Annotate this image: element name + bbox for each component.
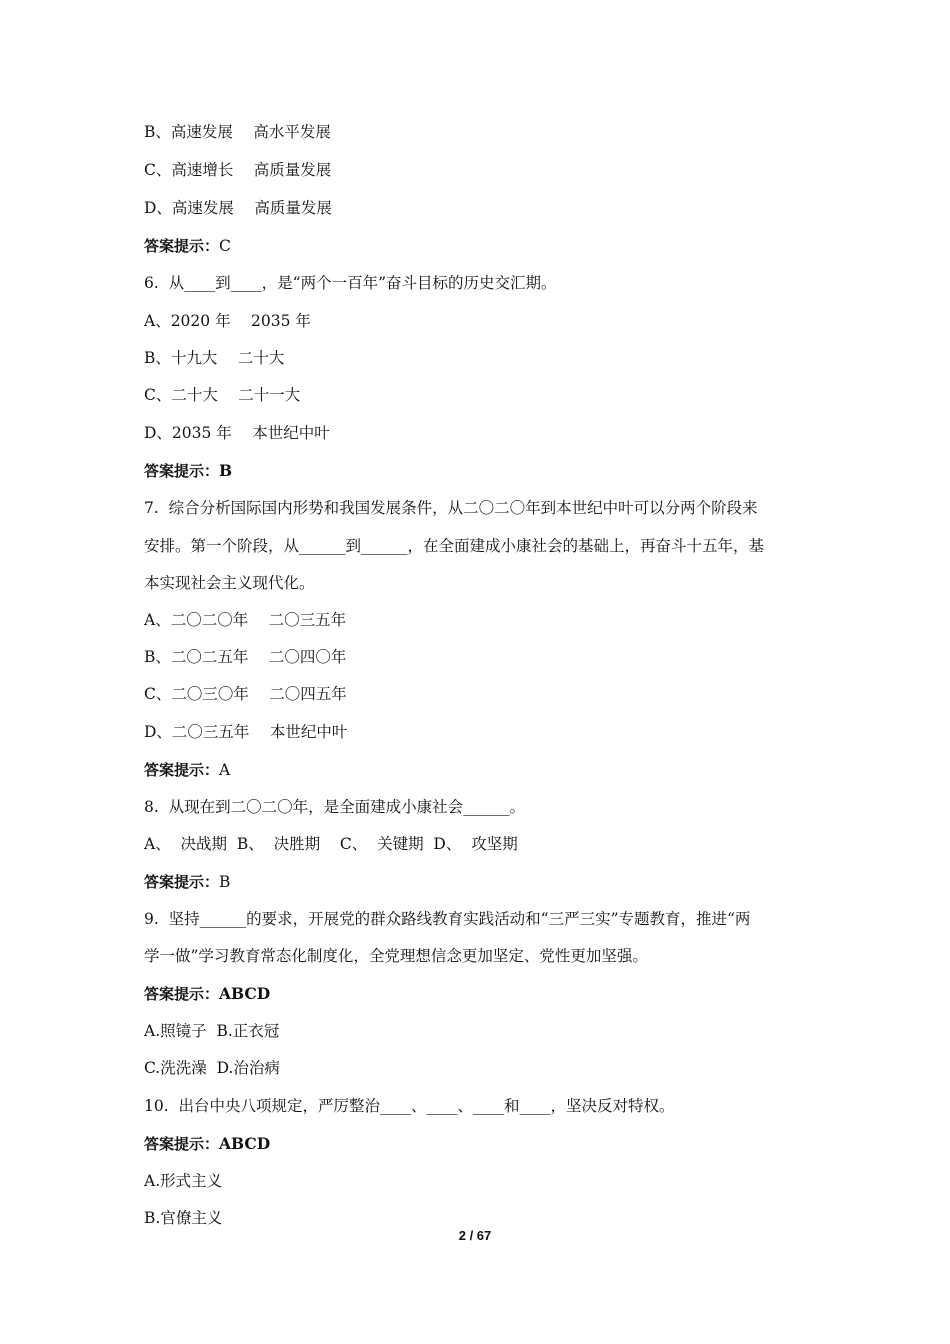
page-number: 2 / 67 [458,1228,492,1243]
answer-hint-value: B [219,873,231,891]
answer-hint [144,872,230,892]
text-line: A、二〇二〇年 二〇三五年 [144,611,347,629]
answer-hint-label: 答案提示： [144,985,220,1003]
text-line: 9. 坚持______的要求，开展党的群众路线教育实践活动和“三严三实”专题教育，推进“两 [144,910,751,928]
text-line: 安排。第一个阶段，从______到______，在全面建成小康社会的基础上，再奋斗十五年，基 [144,537,765,555]
answer-hint [144,1134,270,1154]
text-line: A.形式主义 [144,1172,223,1190]
answer-hint [144,760,230,780]
text-line: 6. 从____到____，是“两个一百年”奋斗目标的历史交汇期。 [144,274,557,292]
answer-hint-value: ABCD [219,1134,271,1153]
answer-hint [144,984,270,1004]
text-line: D、2035 年 本世纪中叶 [144,424,330,442]
text-line: D、高速发展 高质量发展 [144,199,332,217]
text-line: 7. 综合分析国际国内形势和我国发展条件，从二〇二〇年到本世纪中叶可以分两个阶段来 [144,499,758,517]
answer-hint [144,461,232,481]
text-line: D、二〇三五年 本世纪中叶 [144,723,348,741]
answer-hint [144,236,231,256]
text-line: C、高速增长 高质量发展 [144,161,332,179]
text-line: C.洗洗澡 D.治治病 [144,1059,280,1077]
answer-hint-label: 答案提示： [144,462,220,480]
answer-hint-label: 答案提示： [144,873,220,891]
text-line: C、二〇三〇年 二〇四五年 [144,685,347,703]
text-line: B.官僚主义 [144,1209,223,1227]
text-line: C、二十大 二十一大 [144,386,301,404]
answer-hint-value: ABCD [219,984,271,1003]
text-line: A.照镜子 B.正衣冠 [144,1022,280,1040]
text-line: 10. 出台中央八项规定，严厉整治____、____、____和____，坚决反对特权。 [144,1097,675,1115]
text-line: B、二〇二五年 二〇四〇年 [144,648,347,666]
text-line: A、 决战期 B、 决胜期 C、 关键期 D、 攻坚期 [144,835,518,853]
text-line: B、高速发展 高水平发展 [144,123,331,141]
text-line: 8. 从现在到二〇二〇年，是全面建成小康社会______。 [144,798,526,816]
answer-hint-label: 答案提示： [144,761,220,779]
text-line: 学一做”学习教育常态化制度化，全党理想信念更加坚定、党性更加坚强。 [144,947,648,965]
text-line: B、十九大 二十大 [144,349,285,367]
text-line: A、2020 年 2035 年 [144,312,311,330]
answer-hint-label: 答案提示： [144,237,220,255]
answer-hint-label: 答案提示： [144,1135,220,1153]
answer-hint-value: B [219,461,233,480]
text-line: 本实现社会主义现代化。 [144,574,315,592]
answer-hint-value: C [219,237,231,255]
answer-hint-value: A [219,761,231,779]
